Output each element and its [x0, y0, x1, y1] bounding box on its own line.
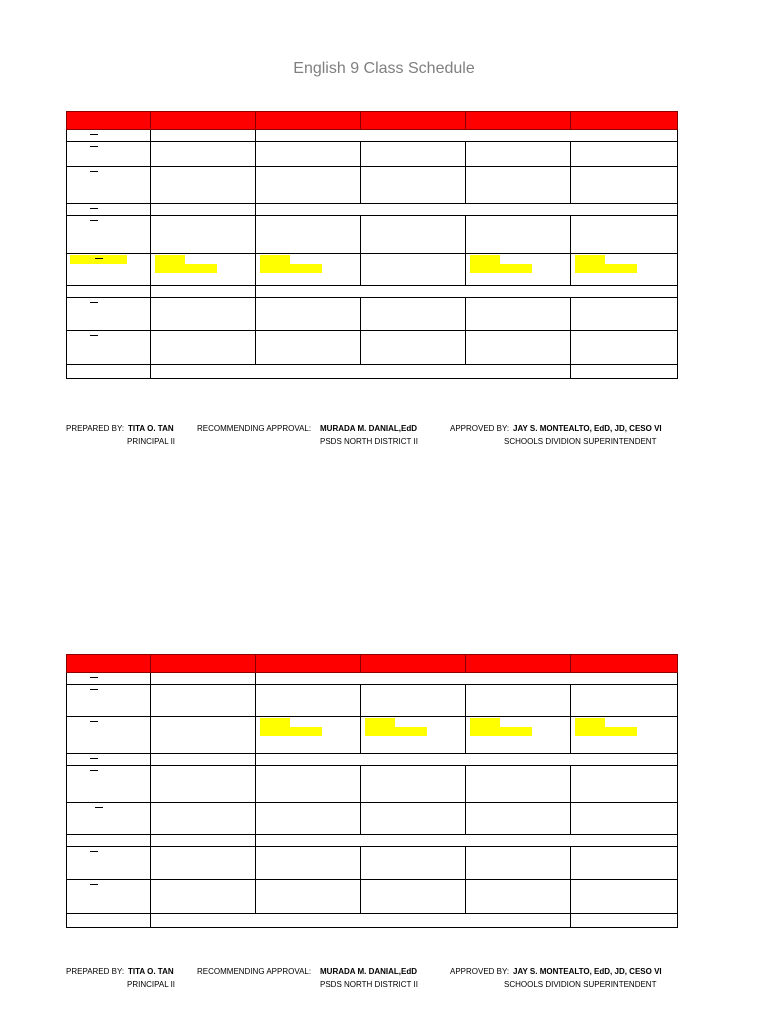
table-row: [66, 914, 678, 928]
header-cell: [571, 654, 678, 673]
schedule-cell: [361, 254, 466, 285]
schedule-cell: [571, 216, 678, 253]
schedule-cell: [571, 365, 678, 378]
time-mark: [90, 208, 98, 209]
schedule-cell: [151, 204, 256, 215]
merged-cell: [256, 130, 678, 141]
schedule-cell: [466, 298, 571, 330]
schedule-cell: [361, 142, 466, 166]
schedule-cell: [571, 331, 678, 364]
time-cell: [66, 254, 151, 285]
schedule-cell: [151, 254, 256, 285]
table-row: [66, 216, 678, 254]
schedule-cell: [256, 254, 361, 285]
table-row-highlighted: [66, 254, 678, 286]
merged-cell: [256, 204, 678, 215]
table-row: [66, 167, 678, 204]
schedule-cell: [571, 717, 678, 753]
time-cell: [66, 365, 151, 378]
highlight-mark: [260, 727, 322, 736]
highlight-mark: [260, 718, 290, 727]
signature-block-1: [66, 422, 706, 448]
header-cell: [66, 111, 151, 130]
signature-titles-line: [66, 435, 706, 448]
highlight-mark: [575, 255, 605, 264]
schedule-cell: [361, 847, 466, 879]
table-row: [66, 286, 678, 298]
schedule-cell: [361, 803, 466, 834]
header-cell: [151, 111, 256, 130]
schedule-cell: [466, 803, 571, 834]
schedule-cell: [256, 847, 361, 879]
schedule-cell: [571, 142, 678, 166]
prepared-title: PRINCIPAL II: [127, 437, 176, 446]
table-row: [66, 142, 678, 167]
schedule-cell: [151, 167, 256, 203]
merged-cell: [256, 673, 678, 684]
schedule-cell: [361, 298, 466, 330]
schedule-cell: [361, 766, 466, 802]
recommending-name: MURADA M. DANIAL,EdD: [320, 424, 418, 433]
time-cell: [66, 286, 151, 297]
highlight-mark: [155, 255, 185, 264]
merged-cell: [151, 365, 571, 378]
time-mark: [90, 220, 98, 221]
time-mark: [90, 689, 98, 690]
header-cell: [571, 111, 678, 130]
table-header-row: [66, 111, 678, 130]
time-mark: [90, 302, 98, 303]
schedule-cell: [151, 216, 256, 253]
time-cell: [66, 717, 151, 753]
schedule-cell: [466, 880, 571, 913]
highlight-mark: [365, 718, 395, 727]
schedule-cell: [151, 331, 256, 364]
schedule-cell: [571, 766, 678, 802]
schedule-cell: [151, 754, 256, 765]
signature-block-2: [66, 965, 706, 991]
table-row: [66, 880, 678, 914]
highlight-mark: [470, 718, 500, 727]
header-cell: [256, 111, 361, 130]
time-cell: [66, 766, 151, 802]
time-mark: [90, 335, 98, 336]
schedule-cell: [361, 216, 466, 253]
time-cell: [66, 754, 151, 765]
schedule-cell: [466, 167, 571, 203]
schedule-cell: [256, 766, 361, 802]
schedule-cell: [466, 254, 571, 285]
time-mark: [90, 721, 98, 722]
schedule-cell: [361, 880, 466, 913]
approved-name: JAY S. MONTEALTO, EdD, JD, CESO VI: [513, 424, 662, 433]
schedule-cell: [256, 142, 361, 166]
schedule-cell: [256, 803, 361, 834]
time-cell: [66, 130, 151, 141]
header-cell: [256, 654, 361, 673]
table-row: [66, 766, 678, 803]
highlight-mark: [575, 727, 637, 736]
time-cell: [66, 673, 151, 684]
time-mark: [95, 807, 103, 808]
signature-names-line: [66, 965, 706, 978]
approved-name: JAY S. MONTEALTO, EdD, JD, CESO VI: [513, 967, 662, 976]
time-cell: [66, 204, 151, 215]
highlight-mark: [260, 255, 290, 264]
schedule-cell: [361, 331, 466, 364]
schedule-cell: [571, 880, 678, 913]
highlight-mark: [70, 255, 127, 264]
table-row: [66, 685, 678, 717]
schedule-cell: [361, 167, 466, 203]
schedule-cell: [256, 331, 361, 364]
highlight-mark: [575, 264, 637, 273]
prepared-name: TITA O. TAN: [128, 424, 174, 433]
schedule-cell: [151, 880, 256, 913]
recommending-label: RECOMMENDING APPROVAL:: [197, 967, 312, 976]
schedule-cell: [151, 835, 256, 846]
page-title: English 9 Class Schedule: [293, 60, 475, 77]
time-cell: [66, 880, 151, 913]
schedule-cell: [256, 216, 361, 253]
schedule-cell: [571, 803, 678, 834]
schedule-cell: [256, 880, 361, 913]
schedule-cell: [151, 286, 256, 297]
time-mark: [90, 134, 98, 135]
time-mark: [95, 258, 103, 259]
time-mark: [90, 146, 98, 147]
table-row: [66, 365, 678, 379]
approved-title: SCHOOLS DIVIDION SUPERINTENDENT: [504, 437, 657, 446]
signature-names-line: [66, 422, 706, 435]
schedule-cell: [151, 142, 256, 166]
schedule-cell: [571, 914, 678, 927]
merged-cell: [256, 835, 678, 846]
schedule-cell: [256, 167, 361, 203]
time-mark: [90, 770, 98, 771]
time-cell: [66, 803, 151, 834]
time-cell: [66, 298, 151, 330]
schedule-cell: [571, 847, 678, 879]
time-cell: [66, 167, 151, 203]
table-row: [66, 847, 678, 880]
time-cell: [66, 914, 151, 927]
header-cell: [361, 654, 466, 673]
time-mark: [90, 677, 98, 678]
approved-label: APPROVED BY:: [450, 967, 510, 976]
schedule-cell: [466, 216, 571, 253]
schedule-cell: [151, 298, 256, 330]
table-row-highlighted: [66, 717, 678, 754]
approved-label: APPROVED BY:: [450, 424, 510, 433]
schedule-cell: [256, 298, 361, 330]
merged-cell: [256, 754, 678, 765]
prepared-name: TITA O. TAN: [128, 967, 174, 976]
schedule-table-1: [66, 111, 678, 379]
time-mark: [90, 851, 98, 852]
schedule-cell: [151, 685, 256, 716]
schedule-cell: [151, 766, 256, 802]
recommending-name: MURADA M. DANIAL,EdD: [320, 967, 418, 976]
time-mark: [90, 758, 98, 759]
table-row: [66, 673, 678, 685]
signature-titles-line: [66, 978, 706, 991]
header-cell: [66, 654, 151, 673]
table-row: [66, 130, 678, 142]
highlight-mark: [575, 718, 605, 727]
schedule-cell: [571, 254, 678, 285]
schedule-cell: [466, 142, 571, 166]
highlight-mark: [470, 727, 532, 736]
table-header-row: [66, 654, 678, 673]
schedule-cell: [151, 717, 256, 753]
schedule-cell: [466, 717, 571, 753]
table-row: [66, 298, 678, 331]
schedule-cell: [256, 685, 361, 716]
schedule-cell: [361, 717, 466, 753]
merged-cell: [151, 914, 571, 927]
schedule-cell: [151, 673, 256, 684]
table-row: [66, 331, 678, 365]
header-cell: [466, 111, 571, 130]
time-cell: [66, 847, 151, 879]
header-cell: [361, 111, 466, 130]
table-row: [66, 835, 678, 847]
highlight-mark: [155, 264, 217, 273]
schedule-cell: [256, 717, 361, 753]
prepared-title: PRINCIPAL II: [127, 980, 176, 989]
table-row: [66, 803, 678, 835]
schedule-cell: [571, 298, 678, 330]
schedule-cell: [151, 130, 256, 141]
recommending-title: PSDS NORTH DISTRICT II: [320, 980, 418, 989]
recommending-title: PSDS NORTH DISTRICT II: [320, 437, 418, 446]
time-mark: [90, 884, 98, 885]
schedule-cell: [466, 331, 571, 364]
schedule-table-2: [66, 654, 678, 928]
schedule-cell: [466, 766, 571, 802]
recommending-label: RECOMMENDING APPROVAL:: [197, 424, 312, 433]
time-cell: [66, 142, 151, 166]
time-cell: [66, 216, 151, 253]
time-mark: [90, 171, 98, 172]
schedule-cell: [571, 167, 678, 203]
highlight-mark: [260, 264, 322, 273]
header-cell: [466, 654, 571, 673]
schedule-cell: [361, 685, 466, 716]
prepared-label: PREPARED BY:: [66, 424, 125, 433]
table-row: [66, 204, 678, 216]
schedule-cell: [151, 803, 256, 834]
highlight-mark: [470, 264, 532, 273]
merged-cell: [256, 286, 678, 297]
table-row: [66, 754, 678, 766]
schedule-cell: [151, 847, 256, 879]
approved-title: SCHOOLS DIVIDION SUPERINTENDENT: [504, 980, 657, 989]
header-cell: [151, 654, 256, 673]
time-cell: [66, 685, 151, 716]
time-cell: [66, 835, 151, 846]
schedule-cell: [466, 847, 571, 879]
schedule-cell: [571, 685, 678, 716]
schedule-cell: [466, 685, 571, 716]
highlight-mark: [365, 727, 427, 736]
prepared-label: PREPARED BY:: [66, 967, 125, 976]
time-cell: [66, 331, 151, 364]
highlight-mark: [470, 255, 500, 264]
